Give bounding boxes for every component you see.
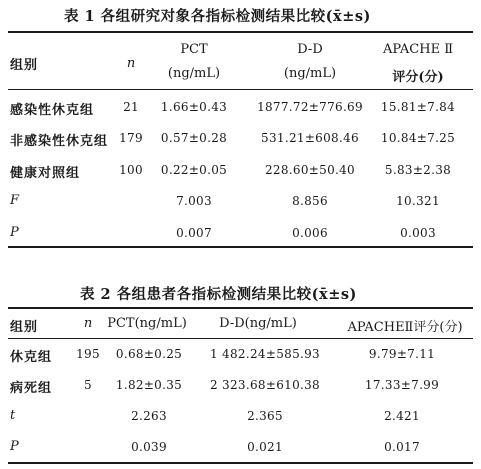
table1-header-pct-2: (ng/mL) xyxy=(167,66,221,81)
row-dd: 228.60±50.40 xyxy=(265,163,355,177)
table2-header-apache: APACHEⅡ评分(分) xyxy=(347,320,463,335)
row-pct: 7.003 xyxy=(176,194,212,208)
row-apache: 2.421 xyxy=(384,409,420,423)
row-dd: 0.006 xyxy=(292,226,328,240)
table2-top-rule xyxy=(8,307,473,309)
table1-bottom-rule xyxy=(8,246,473,248)
row-pct: 0.57±0.28 xyxy=(160,131,228,145)
row-pct: 0.68±0.25 xyxy=(115,347,183,361)
table1-caption: 表 1 各组研究对象各指标检测结果比较(x̄±s) xyxy=(64,8,371,25)
table1-header-apache-1: APACHE Ⅱ xyxy=(382,42,454,57)
row-group: t xyxy=(10,408,16,423)
table2-header-dd: D-D(ng/mL) xyxy=(219,316,297,331)
row-apache: 9.79±7.11 xyxy=(368,347,436,361)
table2-header-n: n xyxy=(83,316,93,331)
row-apache: 5.83±2.38 xyxy=(384,163,452,177)
row-dd: 1 482.24±585.93 xyxy=(210,347,320,361)
row-apache: 0.003 xyxy=(400,226,436,240)
row-apache: 10.84±7.25 xyxy=(380,131,456,145)
row-group: P xyxy=(10,439,19,454)
table2-caption: 表 2 各组患者各指标检测结果比较(x̄±s) xyxy=(80,286,357,303)
row-group: 健康对照组 xyxy=(10,166,81,181)
row-group: F xyxy=(10,193,20,208)
table2-header-rule xyxy=(8,338,473,339)
row-apache: 17.33±7.99 xyxy=(364,378,440,392)
table2-bottom-rule xyxy=(8,462,473,464)
table1-header-group: 组别 xyxy=(10,58,39,73)
row-pct: 0.22±0.05 xyxy=(160,163,228,177)
row-apache: 15.81±7.84 xyxy=(380,100,456,114)
table1-header-pct-1: PCT xyxy=(180,42,208,57)
row-dd: 1877.72±776.69 xyxy=(257,100,363,114)
row-group: 感染性休克组 xyxy=(10,103,95,118)
row-group: 休克组 xyxy=(10,350,53,365)
row-n: 179 xyxy=(119,131,143,145)
row-dd: 8.856 xyxy=(292,194,328,208)
row-n: 195 xyxy=(76,347,100,361)
row-dd: 0.021 xyxy=(247,440,283,454)
row-n: 5 xyxy=(84,378,92,392)
row-apache: 10.321 xyxy=(396,194,440,208)
row-n: 100 xyxy=(119,163,143,177)
row-pct: 0.007 xyxy=(176,226,212,240)
table1-top-rule xyxy=(8,31,473,33)
row-pct: 1.66±0.43 xyxy=(160,100,228,114)
row-dd: 2.365 xyxy=(247,409,283,423)
table1-header-dd-1: D-D xyxy=(297,42,323,57)
row-pct: 0.039 xyxy=(131,440,167,454)
table2-header-group: 组别 xyxy=(10,320,39,335)
row-apache: 0.017 xyxy=(384,440,420,454)
row-dd: 531.21±608.46 xyxy=(261,131,359,145)
table1-header-apache-2: 评分(分) xyxy=(392,70,444,85)
row-pct: 2.263 xyxy=(131,409,167,423)
row-group: P xyxy=(10,225,19,240)
table1-header-dd-2: (ng/mL) xyxy=(283,66,337,81)
row-group: 病死组 xyxy=(10,381,53,396)
table2-header-pct: PCT(ng/mL) xyxy=(107,316,187,331)
row-n: 21 xyxy=(123,100,139,114)
row-dd: 2 323.68±610.38 xyxy=(210,378,320,392)
row-pct: 1.82±0.35 xyxy=(115,378,183,392)
table1-header-rule xyxy=(8,89,473,90)
table1-header-n: n xyxy=(126,56,136,71)
row-group: 非感染性休克组 xyxy=(10,134,109,149)
